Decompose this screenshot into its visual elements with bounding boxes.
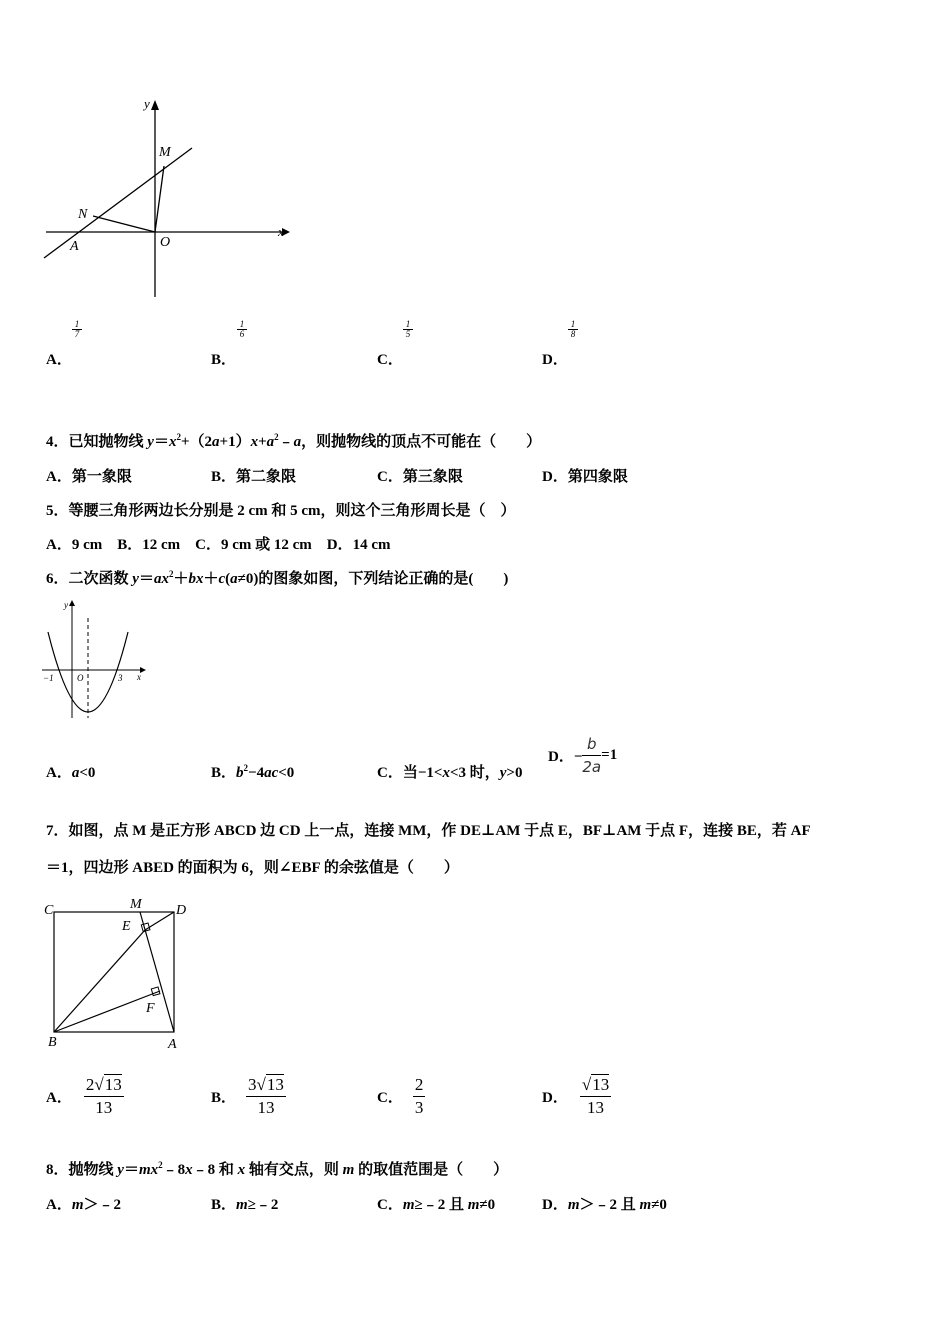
q6-x-label: x [137,672,141,682]
q7-option-a-fraction: $\frac{2√13}{13}$ [85,1075,122,1117]
q5-options[interactable]: A．9 cm B．12 cm C．9 cm 或 12 cm D．14 cm [46,537,391,553]
q3-option-b-fraction: 1 6 [237,320,247,339]
q6-option-a[interactable]: A．a<0 [46,765,96,781]
q3-option-d[interactable]: D． [542,352,568,368]
q7-label-a: A [168,1037,177,1052]
y-axis-label: y [144,96,150,111]
q4-option-c[interactable]: C．第三象限 [377,469,463,485]
q7-option-a[interactable]: A． $\frac{2√13}{13}$ [46,1075,122,1117]
q6-y-label: y [64,600,68,610]
q6-origin-label: O [77,673,84,683]
q7-label-c: C [44,903,54,918]
q3-option-d-fraction: 1 8 [568,320,578,339]
q3-option-a[interactable]: A． [46,352,72,368]
x-axis-label: x [278,224,284,239]
q3-option-c[interactable]: C． [377,352,403,368]
q6-option-c[interactable]: C．当−1<x<3 时，y>0 [377,765,523,781]
q6-option-b[interactable]: B．$b^2-4ac<0$ [211,763,295,781]
point-m-label: M [159,145,171,160]
q7-option-b-fraction: $\frac{3√13}{13}$ [248,1075,284,1117]
point-a-label: A [70,239,79,254]
q8-stem: 8．抛物线 $y=mx^2﹣8x﹣8$ 和 x 轴有交点，则 m 的取值范围是（ ） [46,1160,509,1178]
q7-option-d-fraction: $\frac{√13}{13}$ [581,1075,610,1117]
point-n-label: N [78,207,88,222]
q7-option-c[interactable]: C． $\frac{2}{3}$ [377,1075,424,1117]
q6-option-d[interactable]: D．− $\frac{b}{2a}$ =1 [548,735,618,776]
q6-neg1-label: −1 [43,673,54,683]
q7-option-d[interactable]: D． $\frac{√13}{13}$ [542,1075,610,1117]
q7-label-d: D [176,903,187,918]
q6-stem: 6．二次函数 $y=ax^2+bx+c(a\ne 0)$的图象如图，下列结论正确的是( ) [46,569,509,587]
q6-option-d-fraction: $\frac{b}{2a}$ [582,735,602,776]
q6-parabola-figure [38,596,153,722]
q3-option-c-fraction: 1 5 [403,320,413,339]
q7-square-figure [38,892,198,1056]
q7-label-m: M [130,897,142,912]
q7-label-f: F [146,1001,155,1016]
q4-option-b[interactable]: B．第二象限 [211,469,297,485]
q4-option-a[interactable]: A．第一象限 [46,469,132,485]
origin-label: O [160,235,171,250]
q8-option-a[interactable]: A．m＞﹣2 [46,1197,122,1213]
q8-option-d[interactable]: D．m＞﹣2 且 m≠0 [542,1197,667,1213]
q4-stem: 4．已知抛物线 $y=x^2+(2a+1)x+a^2﹣a$，则抛物线的顶点不可能在（ ） [46,432,542,450]
q3-option-b[interactable]: B． [211,352,237,368]
q3-coordinate-figure [40,92,300,302]
q4-option-d[interactable]: D．第四象限 [542,469,628,485]
q8-option-b[interactable]: B．m≥﹣2 [211,1197,279,1213]
q8-option-c[interactable]: C．m≥﹣2 且 m≠0 [377,1197,496,1213]
q7-option-b[interactable]: B． $\frac{3√13}{13}$ [211,1075,284,1117]
q3-option-a-fraction: 1 7 [72,320,82,339]
q6-three-label: 3 [118,673,123,683]
q7-label-b: B [48,1035,57,1050]
q7-option-c-fraction: $\frac{2}{3}$ [414,1075,424,1117]
q7-stem-line2: ＝1，四边形 ABED 的面积为 6，则∠EBF 的余弦值是（ ） [46,860,459,876]
q5-stem: 5．等腰三角形两边长分别是 2 cm 和 5 cm，则这个三角形周长是（ ） [46,503,516,519]
q7-stem-line1: 7．如图，点 M 是正方形 ABCD 边 CD 上一点，连接 MM，作 DE⊥AM 于点 E，BF⊥AM 于点 F，连接 BE，若 AF [46,823,811,839]
q7-label-e: E [122,919,131,934]
